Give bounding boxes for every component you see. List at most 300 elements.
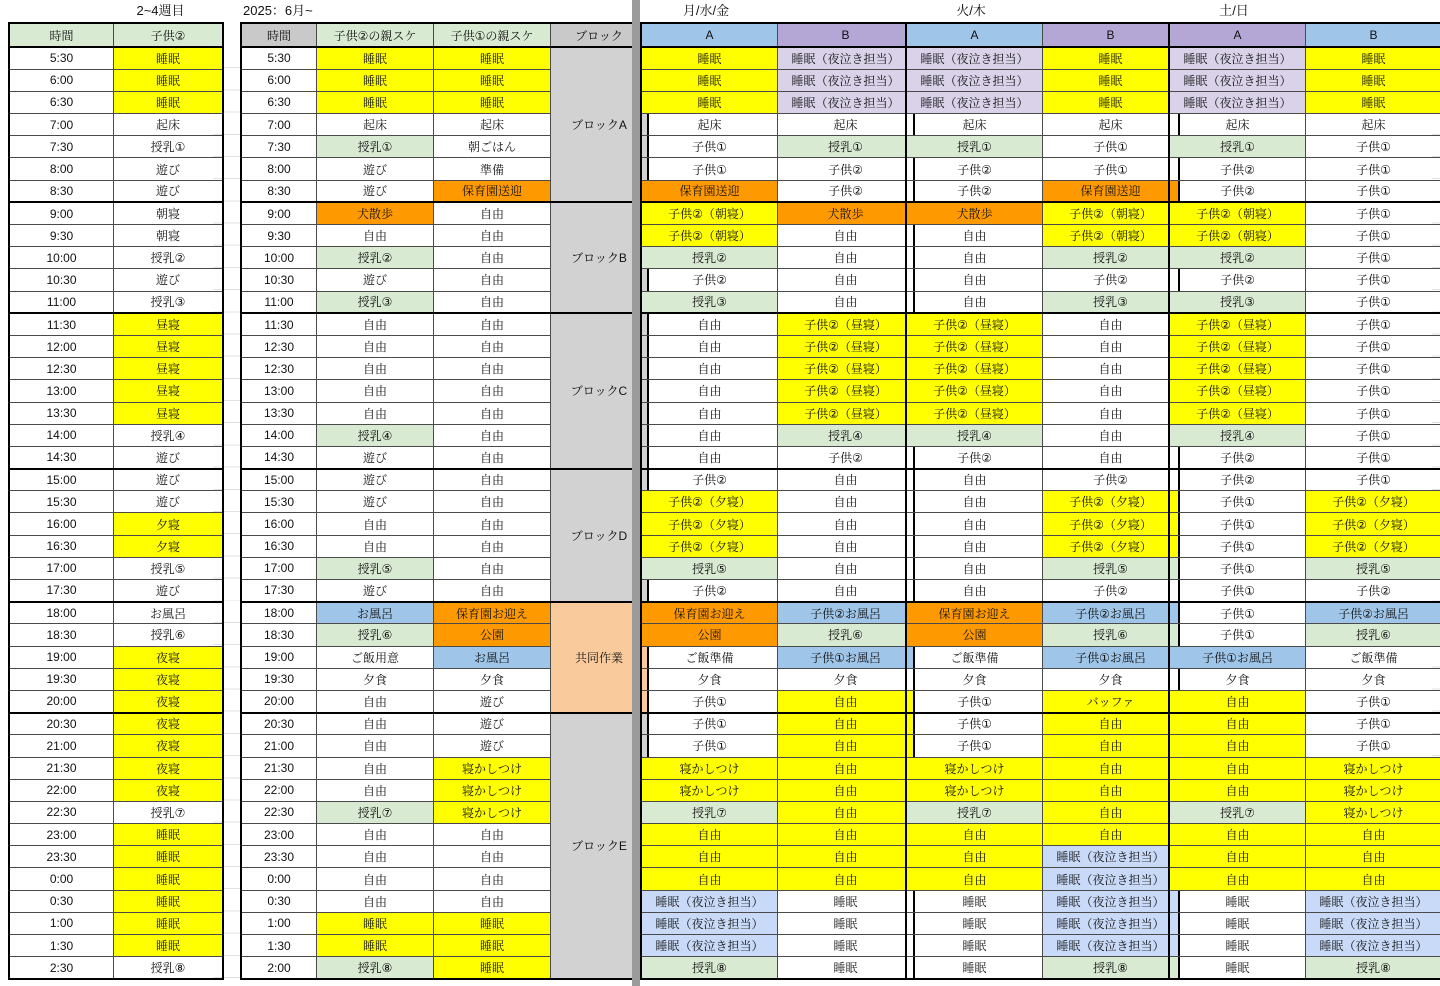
parent-b-cell[interactable]: 自由 — [778, 469, 915, 491]
child1-parent-cell[interactable]: 寝かしつけ — [434, 801, 551, 823]
parent-a-cell[interactable]: 睡眠（夜泣き担当） — [1169, 69, 1306, 91]
parent-a-cell[interactable]: 自由 — [1169, 779, 1306, 801]
child2-parent-cell[interactable]: 遊び — [317, 469, 434, 491]
parent-a-cell[interactable]: 子供② — [641, 269, 778, 291]
child2-schedule-cell[interactable]: 睡眠 — [114, 890, 224, 912]
child1-parent-cell[interactable]: 準備 — [434, 158, 551, 180]
child2-schedule-cell[interactable]: 夜寝 — [114, 779, 224, 801]
parent-b-cell[interactable]: 起床 — [1043, 114, 1180, 136]
child1-parent-cell[interactable]: 睡眠 — [434, 912, 551, 934]
child2-parent-cell[interactable]: 自由 — [317, 402, 434, 424]
parent-a-cell[interactable]: 睡眠 — [1169, 890, 1306, 912]
time-cell[interactable]: 13:30 — [9, 402, 114, 424]
parent-a-cell[interactable]: 授乳④ — [1169, 424, 1306, 446]
child2-parent-cell[interactable]: 自由 — [317, 846, 434, 868]
parent-a-header[interactable]: A — [1169, 23, 1306, 47]
child2-schedule-cell[interactable]: 夜寝 — [114, 646, 224, 668]
parent-b-cell[interactable]: 授乳⑧ — [1306, 957, 1440, 979]
parent-b-cell[interactable]: 子供②（夕寝） — [1043, 535, 1180, 557]
child2-schedule-cell[interactable]: 昼寝 — [114, 335, 224, 357]
time-cell[interactable]: 15:00 — [9, 469, 114, 491]
parent-b-cell[interactable]: 睡眠 — [778, 890, 915, 912]
child1-parent-cell[interactable]: 自由 — [434, 269, 551, 291]
child2-parent-cell[interactable]: 自由 — [317, 380, 434, 402]
parent-a-cell[interactable]: 自由 — [1169, 824, 1306, 846]
parent-b-cell[interactable]: 子供① — [1043, 136, 1180, 158]
parent-a-cell[interactable]: 授乳⑦ — [1169, 801, 1306, 823]
child2-parent-cell[interactable]: 自由 — [317, 313, 434, 335]
time-cell[interactable]: 14:30 — [241, 446, 317, 468]
parent-a-cell[interactable]: 自由 — [641, 313, 778, 335]
time-cell[interactable]: 7:00 — [241, 114, 317, 136]
parent-b-cell[interactable]: 授乳⑥ — [1306, 624, 1440, 646]
child2-parent-cell[interactable]: 自由 — [317, 757, 434, 779]
parent-b-cell[interactable]: 子供① — [1306, 402, 1440, 424]
parent-a-cell[interactable]: 授乳② — [1169, 247, 1306, 269]
child2-schedule-cell[interactable]: 昼寝 — [114, 358, 224, 380]
child2-schedule-cell[interactable]: 授乳① — [114, 136, 224, 158]
child2-parent-cell[interactable]: 遊び — [317, 446, 434, 468]
child2-schedule-cell[interactable]: 夜寝 — [114, 713, 224, 735]
parent-b-cell[interactable]: 睡眠（夜泣き担当） — [1043, 935, 1180, 957]
child2-parent-cell[interactable]: 起床 — [317, 114, 434, 136]
parent-a-cell[interactable]: 子供① — [1169, 491, 1306, 513]
time-cell[interactable]: 6:30 — [9, 91, 114, 113]
parent-a-cell[interactable]: 自由 — [906, 469, 1043, 491]
child2-schedule-cell[interactable]: 睡眠 — [114, 47, 224, 69]
parent-a-cell[interactable]: 睡眠 — [641, 91, 778, 113]
parent-b-cell[interactable]: 授乳④ — [778, 424, 915, 446]
parent-a-cell[interactable]: 子供② — [641, 469, 778, 491]
child2-schedule-cell[interactable]: 夜寝 — [114, 735, 224, 757]
child1-parent-cell[interactable]: 自由 — [434, 446, 551, 468]
child2-schedule-cell[interactable]: 授乳⑧ — [114, 957, 224, 979]
block-label-cell[interactable]: 共同作業 — [551, 602, 649, 713]
parent-a-cell[interactable]: 自由 — [906, 291, 1043, 313]
child2-parent-cell[interactable]: 自由 — [317, 690, 434, 712]
parent-b-cell[interactable]: 子供① — [1306, 358, 1440, 380]
parent-a-cell[interactable]: 子供②（昼寝） — [906, 313, 1043, 335]
child1-parent-cell[interactable]: 自由 — [434, 580, 551, 602]
parent-a-cell[interactable]: 授乳⑦ — [641, 801, 778, 823]
parent-b-cell[interactable]: 自由 — [1043, 335, 1180, 357]
block-label-cell[interactable]: ブロックC — [551, 313, 649, 468]
parent-a-cell[interactable]: 睡眠（夜泣き担当） — [641, 890, 778, 912]
parent-a-cell[interactable]: 自由 — [641, 380, 778, 402]
parent-b-cell[interactable]: 子供①お風呂 — [778, 646, 915, 668]
child2-parent-cell[interactable]: 犬散歩 — [317, 202, 434, 224]
time-header[interactable]: 時間 — [9, 23, 114, 47]
parent-a-cell[interactable]: 子供②（朝寝） — [641, 225, 778, 247]
time-cell[interactable]: 19:00 — [241, 646, 317, 668]
child1-parent-cell[interactable]: 自由 — [434, 868, 551, 890]
parent-b-cell[interactable]: 睡眠（夜泣き担当） — [778, 47, 915, 69]
child2-parent-cell[interactable]: お風呂 — [317, 602, 434, 624]
time-cell[interactable]: 23:00 — [241, 824, 317, 846]
parent-b-cell[interactable]: 自由 — [1043, 735, 1180, 757]
parent-b-cell[interactable]: 夕食 — [778, 668, 915, 690]
parent-b-cell[interactable]: 睡眠（夜泣き担当） — [1043, 890, 1180, 912]
time-cell[interactable]: 13:30 — [241, 402, 317, 424]
time-cell[interactable]: 18:30 — [9, 624, 114, 646]
time-cell[interactable]: 0:30 — [241, 890, 317, 912]
parent-b-cell[interactable]: 子供②（夕寝） — [1306, 535, 1440, 557]
parent-a-cell[interactable]: 授乳⑦ — [906, 801, 1043, 823]
parent-a-cell[interactable]: 子供②（夕寝） — [641, 491, 778, 513]
block-label-cell[interactable]: ブロックB — [551, 202, 649, 313]
parent-b-cell[interactable]: 睡眠 — [1043, 47, 1180, 69]
parent-a-cell[interactable]: 子供① — [906, 735, 1043, 757]
time-cell[interactable]: 14:30 — [9, 446, 114, 468]
block-label-cell[interactable]: ブロックA — [551, 47, 649, 202]
parent-b-cell[interactable]: 子供②お風呂 — [1306, 602, 1440, 624]
child2-header[interactable]: 子供② — [114, 23, 224, 47]
child1-parent-cell[interactable]: 自由 — [434, 247, 551, 269]
parent-a-cell[interactable]: 自由 — [641, 335, 778, 357]
block-label-cell[interactable]: ブロックD — [551, 469, 649, 602]
time-cell[interactable]: 12:00 — [9, 335, 114, 357]
child1-parent-cell[interactable]: 自由 — [434, 424, 551, 446]
parent-b-cell[interactable]: 子供① — [1306, 202, 1440, 224]
child2-schedule-cell[interactable]: 授乳⑤ — [114, 557, 224, 579]
child2-schedule-cell[interactable]: 遊び — [114, 469, 224, 491]
parent-a-cell[interactable]: 子供② — [641, 580, 778, 602]
child1-parent-cell[interactable]: 自由 — [434, 491, 551, 513]
child2-schedule-cell[interactable]: 授乳⑦ — [114, 801, 224, 823]
time-cell[interactable]: 14:00 — [9, 424, 114, 446]
parent-a-cell[interactable]: 子供② — [906, 158, 1043, 180]
parent-a-cell[interactable]: 睡眠 — [641, 69, 778, 91]
child2-parent-cell[interactable]: 自由 — [317, 868, 434, 890]
parent-a-cell[interactable]: 子供① — [641, 690, 778, 712]
child1-parent-cell[interactable]: 自由 — [434, 335, 551, 357]
parent-a-cell[interactable]: 子供② — [1169, 446, 1306, 468]
parent-a-cell[interactable]: 保育園お迎え — [906, 602, 1043, 624]
parent-b-cell[interactable]: 子供②（朝寝） — [1043, 225, 1180, 247]
parent-a-cell[interactable]: 子供② — [1169, 469, 1306, 491]
parent-b-cell[interactable]: 子供② — [778, 180, 915, 202]
parent-a-cell[interactable]: 自由 — [641, 402, 778, 424]
parent-a-cell[interactable]: 睡眠（夜泣き担当） — [641, 935, 778, 957]
parent-b-cell[interactable]: 自由 — [1043, 713, 1180, 735]
time-cell[interactable]: 7:00 — [9, 114, 114, 136]
parent-b-cell[interactable]: 起床 — [778, 114, 915, 136]
child2-parent-cell[interactable]: 遊び — [317, 180, 434, 202]
child1-parent-cell[interactable]: 自由 — [434, 313, 551, 335]
child2-schedule-cell[interactable]: 朝寝 — [114, 225, 224, 247]
time-cell[interactable]: 22:00 — [241, 779, 317, 801]
child2-schedule-cell[interactable]: 睡眠 — [114, 846, 224, 868]
parent-b-cell[interactable]: 自由 — [1043, 446, 1180, 468]
parent-a-cell[interactable]: 授乳⑧ — [641, 957, 778, 979]
parent-b-cell[interactable]: 自由 — [1043, 424, 1180, 446]
parent-b-cell[interactable]: バッファ — [1043, 690, 1180, 712]
child2-parent-cell[interactable]: 授乳② — [317, 247, 434, 269]
parent-b-cell[interactable]: 睡眠（夜泣き担当） — [1043, 912, 1180, 934]
parent-b-cell[interactable]: 自由 — [1043, 358, 1180, 380]
time-cell[interactable]: 9:00 — [9, 202, 114, 224]
child2-schedule-cell[interactable]: 授乳③ — [114, 291, 224, 313]
parent-a-cell[interactable]: 自由 — [906, 557, 1043, 579]
parent-b-cell[interactable]: 子供②（昼寝） — [778, 358, 915, 380]
child2-schedule-cell[interactable]: 遊び — [114, 580, 224, 602]
parent-a-cell[interactable]: 子供① — [906, 690, 1043, 712]
parent-b-cell[interactable]: 授乳① — [778, 136, 915, 158]
child2-parent-cell[interactable]: 自由 — [317, 335, 434, 357]
parent-a-cell[interactable]: 子供②（昼寝） — [906, 335, 1043, 357]
child2-parent-cell[interactable]: 遊び — [317, 269, 434, 291]
child2-parent-cell[interactable]: 授乳⑧ — [317, 957, 434, 979]
parent-b-cell[interactable]: 自由 — [1306, 824, 1440, 846]
time-cell[interactable]: 1:00 — [9, 912, 114, 934]
child2-parent-cell[interactable]: 自由 — [317, 513, 434, 535]
time-cell[interactable]: 20:30 — [241, 713, 317, 735]
child2-parent-cell[interactable]: 睡眠 — [317, 91, 434, 113]
parent-b-cell[interactable]: 子供① — [1306, 136, 1440, 158]
time-cell[interactable]: 12:30 — [9, 358, 114, 380]
child2-parent-cell[interactable]: 睡眠 — [317, 47, 434, 69]
parent-b-cell[interactable]: 子供②（昼寝） — [778, 402, 915, 424]
child2-parent-cell[interactable]: 自由 — [317, 890, 434, 912]
parent-a-cell[interactable]: 子供②（夕寝） — [641, 513, 778, 535]
time-cell[interactable]: 6:00 — [9, 69, 114, 91]
parent-a-cell[interactable]: 子供①お風呂 — [1169, 646, 1306, 668]
parent-a-cell[interactable]: 子供②（朝寝） — [1169, 225, 1306, 247]
parent-a-cell[interactable]: 寝かしつけ — [906, 779, 1043, 801]
parent-b-cell[interactable]: 睡眠 — [1306, 69, 1440, 91]
time-cell[interactable]: 0:30 — [9, 890, 114, 912]
parent-b-cell[interactable]: 子供②お風呂 — [778, 602, 915, 624]
parent-b-cell[interactable]: 子供②（夕寝） — [1306, 491, 1440, 513]
parent-a-cell[interactable]: 子供① — [641, 735, 778, 757]
parent-b-cell[interactable]: 子供②（朝寝） — [1043, 202, 1180, 224]
parent-a-cell[interactable]: 子供② — [1169, 158, 1306, 180]
parent-a-cell[interactable]: 授乳③ — [641, 291, 778, 313]
child2-parent-cell[interactable]: 授乳③ — [317, 291, 434, 313]
parent-a-cell[interactable]: 睡眠 — [906, 935, 1043, 957]
parent-b-cell[interactable]: 子供① — [1306, 713, 1440, 735]
parent-a-cell[interactable]: 子供② — [1169, 269, 1306, 291]
child1-parent-cell[interactable]: 自由 — [434, 513, 551, 535]
time-cell[interactable]: 19:30 — [241, 668, 317, 690]
time-cell[interactable]: 1:00 — [241, 912, 317, 934]
time-cell[interactable]: 15:30 — [9, 491, 114, 513]
parent-b-cell[interactable]: 自由 — [778, 779, 915, 801]
parent-a-cell[interactable]: 夕食 — [641, 668, 778, 690]
parent-a-cell[interactable]: 保育園送迎 — [641, 180, 778, 202]
parent-a-cell[interactable]: 自由 — [906, 491, 1043, 513]
child1-parent-cell[interactable]: 保育園お迎え — [434, 602, 551, 624]
time-cell[interactable]: 0:00 — [241, 868, 317, 890]
parent-a-cell[interactable]: 子供① — [1169, 513, 1306, 535]
parent-a-cell[interactable]: 子供① — [1169, 580, 1306, 602]
parent-b-cell[interactable]: 子供① — [1306, 225, 1440, 247]
parent-a-cell[interactable]: 子供② — [1169, 180, 1306, 202]
parent-b-cell[interactable]: 子供②（夕寝） — [1306, 513, 1440, 535]
time-cell[interactable]: 11:00 — [9, 291, 114, 313]
child1-parent-cell[interactable]: 自由 — [434, 890, 551, 912]
child1-parent-cell[interactable]: 自由 — [434, 846, 551, 868]
parent-a-cell[interactable]: 犬散歩 — [906, 202, 1043, 224]
parent-a-cell[interactable]: 睡眠 — [906, 890, 1043, 912]
time-cell[interactable]: 20:30 — [9, 713, 114, 735]
time-cell[interactable]: 12:30 — [241, 335, 317, 357]
time-cell[interactable]: 17:00 — [9, 557, 114, 579]
child2-schedule-cell[interactable]: 夜寝 — [114, 668, 224, 690]
parent-b-cell[interactable]: 子供① — [1306, 469, 1440, 491]
time-cell[interactable]: 5:30 — [9, 47, 114, 69]
child2-parent-cell[interactable]: 自由 — [317, 535, 434, 557]
time-cell[interactable]: 10:00 — [9, 247, 114, 269]
parent-a-cell[interactable]: 子供②（夕寝） — [641, 535, 778, 557]
child2-schedule-cell[interactable]: 昼寝 — [114, 313, 224, 335]
parent-a-cell[interactable]: 起床 — [1169, 114, 1306, 136]
parent-a-cell[interactable]: 子供② — [906, 446, 1043, 468]
parent-b-cell[interactable]: 子供② — [778, 158, 915, 180]
parent-a-cell[interactable]: 自由 — [906, 269, 1043, 291]
parent-b-cell[interactable]: 子供① — [1306, 735, 1440, 757]
time-cell[interactable]: 15:00 — [241, 469, 317, 491]
parent-a-cell[interactable]: 睡眠 — [641, 47, 778, 69]
parent-b-cell[interactable]: 自由 — [778, 690, 915, 712]
parent-b-cell[interactable]: 自由 — [778, 735, 915, 757]
parent-b-cell[interactable]: 子供① — [1306, 269, 1440, 291]
time-cell[interactable]: 20:00 — [9, 690, 114, 712]
time-cell[interactable]: 23:30 — [9, 846, 114, 868]
parent-b-cell[interactable]: 自由 — [778, 713, 915, 735]
child2-parent-cell[interactable]: 睡眠 — [317, 912, 434, 934]
parent-b-cell[interactable]: 子供① — [1306, 247, 1440, 269]
time-cell[interactable]: 22:30 — [241, 801, 317, 823]
parent-b-cell[interactable]: 授乳② — [1043, 247, 1180, 269]
parent-a-cell[interactable]: 自由 — [906, 846, 1043, 868]
parent-a-cell[interactable]: 授乳④ — [906, 424, 1043, 446]
parent-a-cell[interactable]: 自由 — [906, 247, 1043, 269]
parent-b-cell[interactable]: 自由 — [778, 247, 915, 269]
child2-schedule-cell[interactable]: 夜寝 — [114, 757, 224, 779]
child1-parent-cell[interactable]: 睡眠 — [434, 935, 551, 957]
child1-parent-cell[interactable]: 自由 — [434, 202, 551, 224]
child2-schedule-cell[interactable]: 遊び — [114, 158, 224, 180]
parent-b-cell[interactable]: 睡眠（夜泣き担当） — [1306, 912, 1440, 934]
time-cell[interactable]: 2:30 — [9, 957, 114, 979]
time-cell[interactable]: 18:00 — [9, 602, 114, 624]
child2-schedule-cell[interactable]: 遊び — [114, 180, 224, 202]
parent-b-cell[interactable]: 睡眠（夜泣き担当） — [1306, 935, 1440, 957]
parent-a-cell[interactable]: 睡眠（夜泣き担当） — [1169, 47, 1306, 69]
time-cell[interactable]: 13:00 — [9, 380, 114, 402]
parent-b-cell[interactable]: 子供① — [1043, 158, 1180, 180]
parent-b-cell[interactable]: 睡眠（夜泣き担当） — [778, 69, 915, 91]
child2-parent-cell[interactable]: 遊び — [317, 580, 434, 602]
parent-a-cell[interactable]: 自由 — [1169, 757, 1306, 779]
parent-b-cell[interactable]: 夕食 — [1306, 668, 1440, 690]
parent-b-cell[interactable]: 子供② — [1043, 580, 1180, 602]
parent-a-cell[interactable]: 自由 — [906, 868, 1043, 890]
child2-parent-cell[interactable]: 自由 — [317, 225, 434, 247]
time-cell[interactable]: 11:30 — [9, 313, 114, 335]
parent-b-cell[interactable]: 睡眠（夜泣き担当） — [1043, 868, 1180, 890]
child2-parent-cell[interactable]: 自由 — [317, 735, 434, 757]
parent-a-cell[interactable]: 公園 — [641, 624, 778, 646]
child2-schedule-cell[interactable]: 睡眠 — [114, 912, 224, 934]
child1-parent-cell[interactable]: 起床 — [434, 114, 551, 136]
parent-b-cell[interactable]: 睡眠 — [1306, 91, 1440, 113]
parent-b-cell[interactable]: 子供① — [1306, 446, 1440, 468]
child2-parent-cell[interactable]: 睡眠 — [317, 69, 434, 91]
parent-a-cell[interactable]: 睡眠（夜泣き担当） — [906, 69, 1043, 91]
child1-parent-cell[interactable]: 睡眠 — [434, 957, 551, 979]
parent-b-cell[interactable]: 自由 — [778, 491, 915, 513]
parent-a-cell[interactable]: 睡眠（夜泣き担当） — [906, 47, 1043, 69]
child2-parent-header[interactable]: 子供②の親スケ — [317, 23, 434, 47]
parent-b-cell[interactable]: 睡眠（夜泣き担当） — [1306, 890, 1440, 912]
parent-b-cell[interactable]: 子供②（昼寝） — [778, 335, 915, 357]
parent-b-cell[interactable]: 自由 — [1043, 824, 1180, 846]
parent-b-cell[interactable]: 自由 — [1043, 757, 1180, 779]
parent-b-cell[interactable]: 子供① — [1306, 380, 1440, 402]
child2-schedule-cell[interactable]: 起床 — [114, 114, 224, 136]
parent-b-cell[interactable]: 自由 — [1306, 846, 1440, 868]
child2-schedule-cell[interactable]: 睡眠 — [114, 69, 224, 91]
time-cell[interactable]: 8:30 — [9, 180, 114, 202]
time-cell[interactable]: 19:30 — [9, 668, 114, 690]
child2-parent-cell[interactable]: 授乳⑤ — [317, 557, 434, 579]
parent-a-cell[interactable]: 睡眠（夜泣き担当） — [1169, 91, 1306, 113]
parent-b-cell[interactable]: 子供① — [1306, 313, 1440, 335]
child1-parent-cell[interactable]: 睡眠 — [434, 91, 551, 113]
time-cell[interactable]: 20:00 — [241, 690, 317, 712]
child2-schedule-cell[interactable]: 睡眠 — [114, 824, 224, 846]
parent-b-cell[interactable]: 自由 — [1043, 313, 1180, 335]
time-cell[interactable]: 0:00 — [9, 868, 114, 890]
parent-a-cell[interactable]: 子供②（昼寝） — [906, 358, 1043, 380]
parent-a-cell[interactable]: 自由 — [906, 535, 1043, 557]
time-cell[interactable]: 6:30 — [241, 91, 317, 113]
time-cell[interactable]: 1:30 — [241, 935, 317, 957]
time-cell[interactable]: 19:00 — [9, 646, 114, 668]
parent-b-cell[interactable]: 睡眠 — [1306, 47, 1440, 69]
parent-a-cell[interactable]: 睡眠 — [906, 912, 1043, 934]
parent-a-cell[interactable]: 子供②（昼寝） — [906, 380, 1043, 402]
parent-a-cell[interactable]: 子供②（昼寝） — [1169, 402, 1306, 424]
parent-a-cell[interactable]: 睡眠（夜泣き担当） — [906, 91, 1043, 113]
parent-a-header[interactable]: A — [906, 23, 1043, 47]
child1-parent-cell[interactable]: 自由 — [434, 469, 551, 491]
time-cell[interactable]: 18:00 — [241, 602, 317, 624]
child2-parent-cell[interactable]: 睡眠 — [317, 935, 434, 957]
block-header[interactable]: ブロック — [551, 23, 649, 47]
parent-a-cell[interactable]: 睡眠 — [1169, 935, 1306, 957]
time-cell[interactable]: 16:00 — [9, 513, 114, 535]
parent-b-cell[interactable]: 子供①お風呂 — [1043, 646, 1180, 668]
parent-b-cell[interactable]: 子供②お風呂 — [1043, 602, 1180, 624]
parent-b-cell[interactable]: 自由 — [1306, 868, 1440, 890]
parent-b-cell[interactable]: ご飯準備 — [1306, 646, 1440, 668]
parent-a-cell[interactable]: 自由 — [641, 824, 778, 846]
parent-b-cell[interactable]: 寝かしつけ — [1306, 779, 1440, 801]
parent-a-cell[interactable]: 子供② — [906, 180, 1043, 202]
child1-parent-cell[interactable]: 遊び — [434, 690, 551, 712]
time-cell[interactable]: 8:00 — [9, 158, 114, 180]
time-cell[interactable]: 22:30 — [9, 801, 114, 823]
child1-parent-cell[interactable]: 朝ごはん — [434, 136, 551, 158]
time-cell[interactable]: 7:30 — [241, 136, 317, 158]
child2-schedule-cell[interactable]: 朝寝 — [114, 202, 224, 224]
parent-b-cell[interactable]: 子供② — [1306, 580, 1440, 602]
parent-b-cell[interactable]: 自由 — [1043, 380, 1180, 402]
parent-a-cell[interactable]: 寝かしつけ — [906, 757, 1043, 779]
